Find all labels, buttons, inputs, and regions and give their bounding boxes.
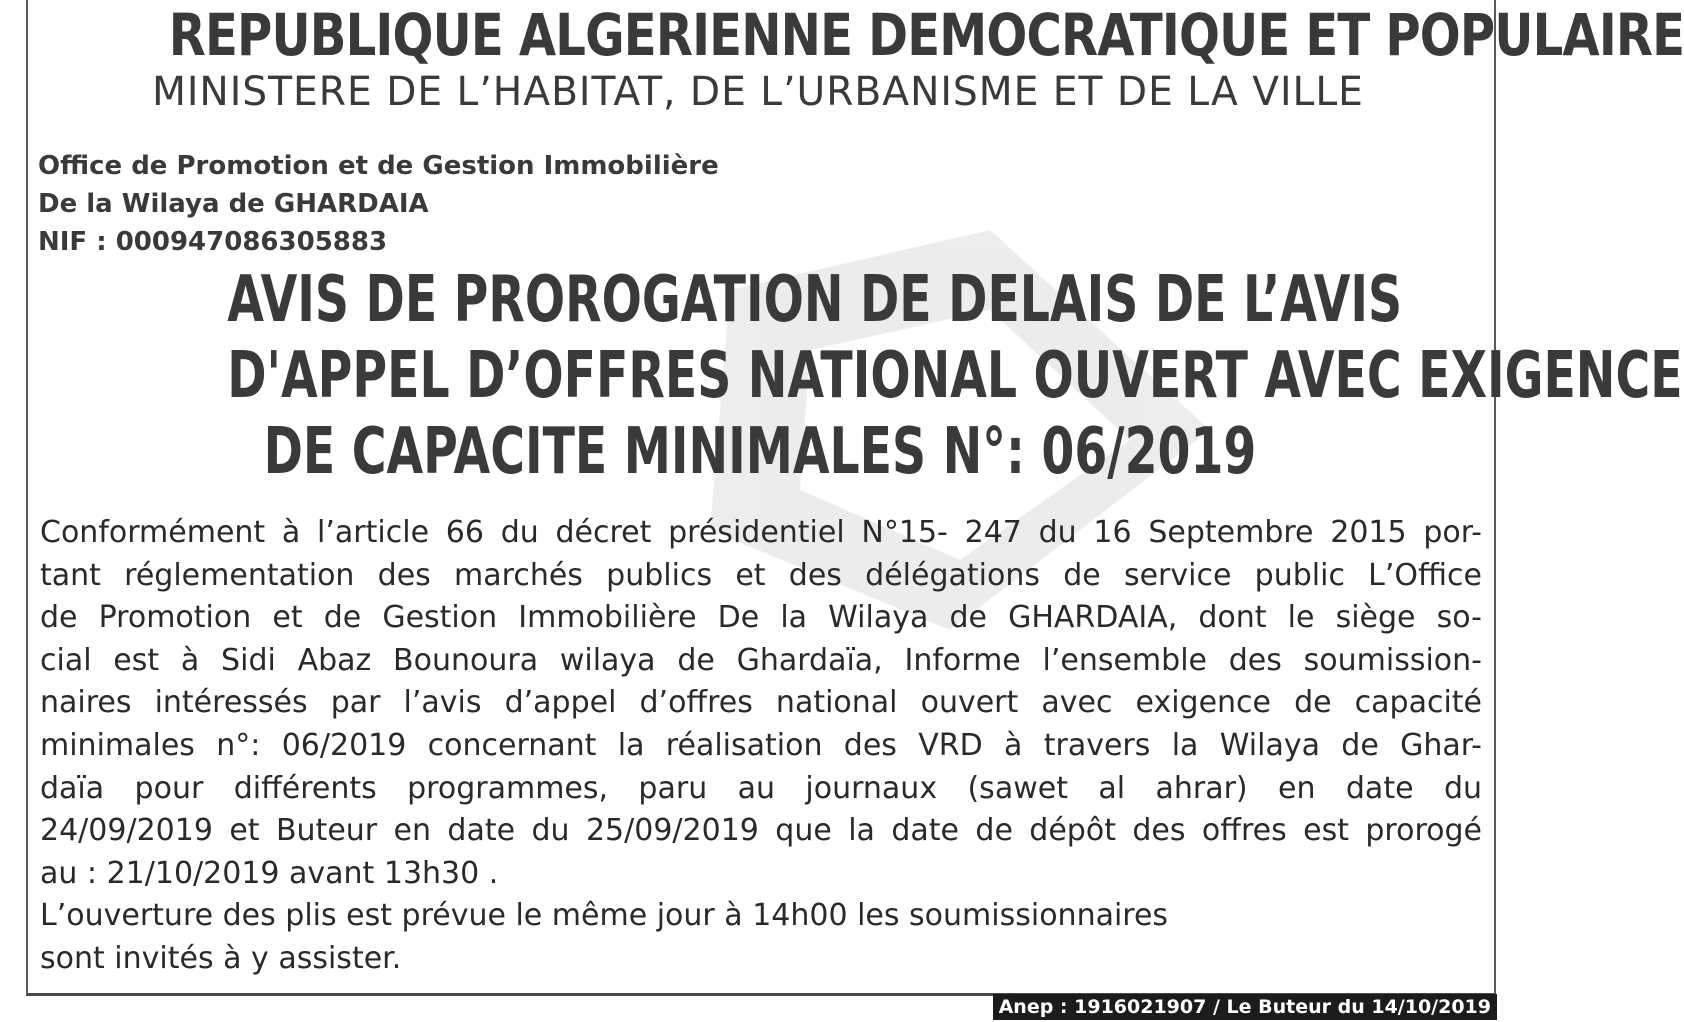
body-line: Conformément à l’article 66 du décret présidentiel N°15- 247 du 16 Septembre 2015 por- [40,515,1482,550]
body-line: 24/09/2019 et Buteur en date du 25/09/2019 que la date de dépôt des offres est prorogé [40,813,1482,849]
body-line: au : 21/10/2019 avant 13h30 . [40,855,499,891]
publication-reference: Anep : 1916021907 / Le Buteur du 14/10/2019 [993,994,1497,1020]
office-wilaya-line: De la Wilaya de GHARDAIA [38,189,429,219]
republic-heading: REPUBLIQUE ALGERIENNE DEMOCRATIQUE ET POPULAIRE [168,1,1684,69]
body-line: cial est à Sidi Abaz Bounoura wilaya de Ghardaïa, Informe l’ensemble des soumission- [40,642,1482,678]
body-line: L’ouverture des plis est prévue le même jour à 14h00 les soumissionnaires [40,898,1169,934]
notice-title [40,262,1683,490]
notice-body [40,512,1482,981]
office-block [38,147,719,261]
notice-title-line-3: DE CAPACITE MINIMALES N°: 06/2019 [263,415,1257,489]
body-line: sont invités à y assister. [40,940,402,976]
notice-title-line-2: D'APPEL D’OFFRES NATIONAL OUVERT AVEC EXIGENCE [227,339,1683,413]
body-line: minimales n°: 06/2019 concernant la réalisation des VRD à travers la Wilaya de Ghar- [40,727,1482,763]
notice-title-line-1: AVIS DE PROROGATION DE DELAIS DE L’AVIS [227,263,1403,337]
body-line: naires intéressés par l’avis d’appel d’offres national ouvert avec exigence de capacité [40,685,1482,721]
office-nif: NIF : 000947086305883 [38,227,388,257]
ministry-heading: MINISTERE DE L’HABITAT, DE L’URBANISME ET DE LA VILLE [152,69,1364,115]
body-line: de Promotion et de Gestion Immobilière De la Wilaya de GHARDAIA, dont le siège so- [40,600,1482,636]
body-line: daïa pour différents programmes, paru au journaux (sawet al ahrar) en date du [40,770,1482,806]
body-line: tant réglementation des marchés publics et des délégations de service public L’Office [40,557,1482,593]
office-name-line: Office de Promotion et de Gestion Immobilière [38,151,719,181]
